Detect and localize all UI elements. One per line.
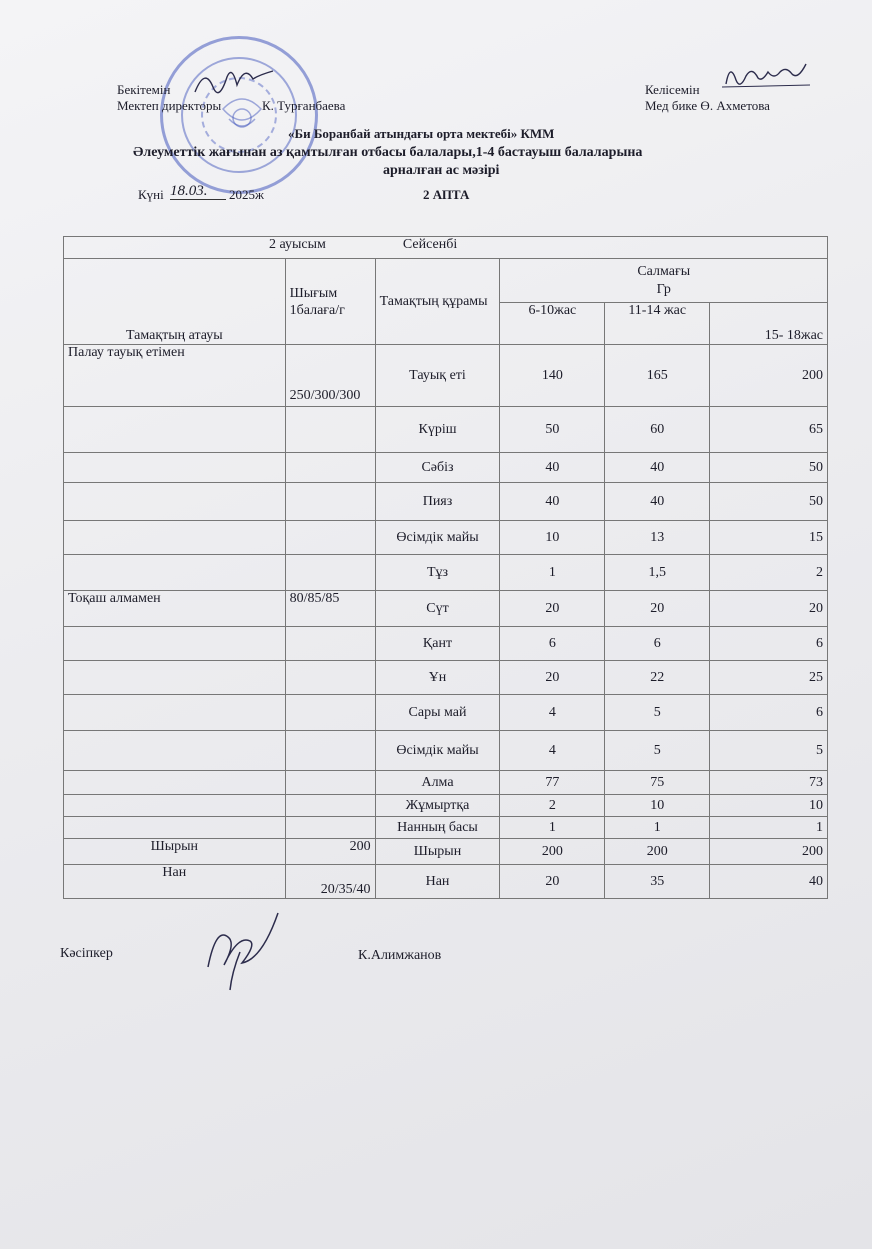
weight-15-18-cell: 65 [710, 407, 828, 453]
weight-6-10-cell: 20 [500, 865, 605, 899]
table-row [64, 865, 828, 899]
dish-cell [64, 795, 286, 817]
weight-6-10-cell: 50 [500, 407, 605, 453]
dish-cell [64, 695, 286, 731]
nurse-signature [720, 62, 815, 92]
weight-6-10-cell: 40 [500, 453, 605, 483]
header-dish: Тамақтың атауы [64, 259, 286, 345]
table-row [64, 591, 828, 627]
output-cell: 80/85/85 [285, 591, 375, 627]
table-row [64, 731, 828, 771]
weight-11-14-cell: 165 [605, 345, 710, 407]
weight-11-14-cell: 1,5 [605, 555, 710, 591]
weight-11-14-cell: 1 [605, 817, 710, 839]
weight-6-10-cell: 77 [500, 771, 605, 795]
header-unit: Гр [656, 281, 671, 297]
dish-cell: Шырын [64, 839, 286, 865]
weight-11-14-cell: 10 [605, 795, 710, 817]
ingredient-cell: Тұз [375, 555, 500, 591]
output-cell [285, 453, 375, 483]
ingredient-cell: Өсімдік майы [375, 521, 500, 555]
table-row [64, 795, 828, 817]
header-weight: Салмағы [637, 263, 691, 279]
footer-name: К.Алимжанов [358, 948, 442, 963]
ingredient-cell: Тауық еті [375, 345, 500, 407]
dish-cell: Палау тауық етімен [64, 345, 286, 407]
weight-6-10-cell: 1 [500, 817, 605, 839]
dish-cell: Тоқаш алмамен [64, 591, 286, 627]
dish-cell [64, 555, 286, 591]
dish-cell [64, 407, 286, 453]
header-age-6-10: 6-10жас [500, 303, 605, 345]
weight-6-10-cell: 2 [500, 795, 605, 817]
approval-right-label: Келісемін [645, 82, 700, 97]
weight-11-14-cell: 75 [605, 771, 710, 795]
footer-label: Кәсіпкер [60, 946, 113, 961]
ingredient-cell: Өсімдік майы [375, 731, 500, 771]
date-label: Күні [138, 187, 164, 202]
title-line-2: арналған ас мәзірі [383, 163, 500, 178]
day-label: Сейсенбі [402, 237, 458, 252]
ingredient-cell: Сары май [375, 695, 500, 731]
weight-15-18-cell: 10 [710, 795, 828, 817]
output-cell [285, 795, 375, 817]
dish-cell [64, 453, 286, 483]
weight-11-14-cell: 6 [605, 627, 710, 661]
weight-6-10-cell: 140 [500, 345, 605, 407]
entrepreneur-signature [200, 912, 300, 994]
weight-11-14-cell: 60 [605, 407, 710, 453]
weight-15-18-cell: 200 [710, 345, 828, 407]
week-label: 2 АПТА [423, 187, 470, 202]
header-age-15-18: 15- 18жас [710, 303, 828, 345]
table-row [64, 555, 828, 591]
table-row [64, 453, 828, 483]
weight-15-18-cell: 20 [710, 591, 828, 627]
weight-11-14-cell: 13 [605, 521, 710, 555]
table-row [64, 407, 828, 453]
table-row [64, 521, 828, 555]
dish-cell [64, 661, 286, 695]
ingredient-cell: Шырын [375, 839, 500, 865]
ingredient-cell: Сүт [375, 591, 500, 627]
table-row [64, 627, 828, 661]
output-cell [285, 771, 375, 795]
approval-left-label: Бекітемін [117, 82, 171, 97]
dish-cell [64, 483, 286, 521]
date-year: 2025ж [229, 187, 264, 202]
output-cell [285, 407, 375, 453]
table-row [64, 817, 828, 839]
weight-6-10-cell: 200 [500, 839, 605, 865]
output-cell [285, 661, 375, 695]
ingredient-cell: Нан [375, 865, 500, 899]
weight-11-14-cell: 35 [605, 865, 710, 899]
director-signature [190, 62, 280, 102]
weight-6-10-cell: 6 [500, 627, 605, 661]
output-cell: 250/300/300 [285, 345, 375, 407]
output-cell [285, 627, 375, 661]
weight-15-18-cell: 15 [710, 521, 828, 555]
ingredient-cell: Күріш [375, 407, 500, 453]
ingredient-cell: Қант [375, 627, 500, 661]
output-cell [285, 521, 375, 555]
output-cell: 200 [285, 839, 375, 865]
approval-left-role: Мектеп директоры [117, 98, 222, 113]
output-cell [285, 555, 375, 591]
school-seal-stamp [160, 36, 318, 194]
output-cell [285, 731, 375, 771]
dish-cell [64, 771, 286, 795]
weight-15-18-cell: 73 [710, 771, 828, 795]
dish-cell: Нан [64, 865, 286, 899]
weight-6-10-cell: 40 [500, 483, 605, 521]
dish-cell [64, 731, 286, 771]
output-cell [285, 483, 375, 521]
table-row [64, 483, 828, 521]
menu-table [63, 236, 828, 899]
weight-15-18-cell: 2 [710, 555, 828, 591]
table-row [64, 661, 828, 695]
weight-15-18-cell: 6 [710, 627, 828, 661]
weight-6-10-cell: 4 [500, 731, 605, 771]
weight-15-18-cell: 50 [710, 483, 828, 521]
weight-11-14-cell: 22 [605, 661, 710, 695]
output-cell: 20/35/40 [285, 865, 375, 899]
header-age-11-14: 11-14 жас [605, 303, 710, 345]
school-name: «Би Боранбай атындағы орта мектебі» КММ [288, 126, 555, 141]
ingredient-cell: Нанның басы [375, 817, 500, 839]
weight-6-10-cell: 20 [500, 661, 605, 695]
table-row [64, 771, 828, 795]
weight-15-18-cell: 6 [710, 695, 828, 731]
header-row-1 [64, 259, 828, 303]
weight-15-18-cell: 50 [710, 453, 828, 483]
weight-11-14-cell: 5 [605, 695, 710, 731]
weight-15-18-cell: 1 [710, 817, 828, 839]
ingredient-cell: Пияз [375, 483, 500, 521]
title-line-1: Әлеуметтік жағынан аз қамтылған отбасы балалары,1-4 бастауыш балаларына [133, 145, 643, 160]
ingredient-cell: Сәбіз [375, 453, 500, 483]
dish-cell [64, 521, 286, 555]
weight-11-14-cell: 20 [605, 591, 710, 627]
weight-6-10-cell: 10 [500, 521, 605, 555]
weight-11-14-cell: 5 [605, 731, 710, 771]
shift-row [64, 237, 828, 259]
approval-right-role: Мед бике Ө. Ахметова [645, 98, 770, 113]
weight-11-14-cell: 200 [605, 839, 710, 865]
header-composition: Тамақтың құрамы [375, 259, 500, 345]
date-value: 18.03. [170, 184, 226, 200]
table-row [64, 345, 828, 407]
weight-6-10-cell: 4 [500, 695, 605, 731]
shift-label: 2 ауысым [269, 237, 326, 252]
weight-15-18-cell: 5 [710, 731, 828, 771]
ingredient-cell: Ұн [375, 661, 500, 695]
weight-11-14-cell: 40 [605, 453, 710, 483]
output-cell [285, 817, 375, 839]
approval-left-name: К. Турғанбаева [262, 98, 346, 113]
weight-15-18-cell: 200 [710, 839, 828, 865]
output-cell [285, 695, 375, 731]
table-row [64, 839, 828, 865]
weight-11-14-cell: 40 [605, 483, 710, 521]
weight-6-10-cell: 1 [500, 555, 605, 591]
dish-cell [64, 627, 286, 661]
ingredient-cell: Жұмыртқа [375, 795, 500, 817]
dish-cell [64, 817, 286, 839]
header-output: Шығым 1балаға/г [285, 259, 375, 345]
weight-15-18-cell: 40 [710, 865, 828, 899]
ingredient-cell: Алма [375, 771, 500, 795]
weight-6-10-cell: 20 [500, 591, 605, 627]
table-row [64, 695, 828, 731]
weight-15-18-cell: 25 [710, 661, 828, 695]
